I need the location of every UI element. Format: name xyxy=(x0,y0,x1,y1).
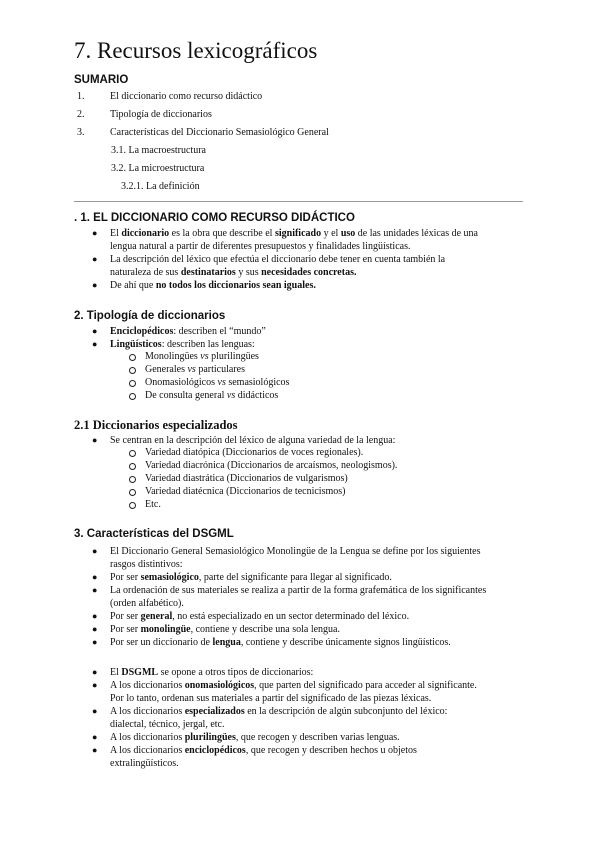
s1-b2-line2: naturaleza de sus destinatarios y sus necesidades concretas. xyxy=(110,267,357,278)
s1-b2-line1: La descripción del léxico que efectúa el diccionario debe tener en cuenta también la xyxy=(110,254,446,265)
bullet-dot: ● xyxy=(92,280,98,290)
bullet-dot: ● xyxy=(92,435,98,445)
sumario-item-1: El diccionario como recurso didáctico xyxy=(110,91,263,102)
bullet-dot: ● xyxy=(92,339,98,349)
section-1-heading: . 1. EL DICCIONARIO COMO RECURSO DIDÁCTICO xyxy=(74,212,355,224)
s2-b2: Lingüísticos: describen las lenguas: xyxy=(110,339,255,350)
bullet-dot: ● xyxy=(92,326,98,336)
s3-b5: Por ser monolingüe, contiene y describe una sola lengua. xyxy=(110,624,340,635)
sumario-item-3: Características del Diccionario Semasiológico General xyxy=(110,127,329,138)
s2-sub-1: Monolingües vs plurilingües xyxy=(145,351,259,362)
s3-b11-line2: extralingüísticos. xyxy=(110,758,179,769)
s2-b1: Enciclopédicos: describen el “mundo” xyxy=(110,326,266,337)
s21-sub-2: Variedad diacrónica (Diccionarios de arcaísmos, neologismos). xyxy=(145,460,398,471)
bullet-dot: ● xyxy=(92,637,98,647)
bullet-circle xyxy=(129,463,136,470)
bullet-dot: ● xyxy=(92,706,98,716)
s1-b3-line1: De ahí que no todos los diccionarios sean iguales. xyxy=(110,280,316,291)
s3-b10: A los diccionarios plurilingües, que recogen y describen varias lenguas. xyxy=(110,732,400,743)
s3-b3-line2: (orden alfabético). xyxy=(110,598,184,609)
bullet-dot: ● xyxy=(92,680,98,690)
sumario-sub-3-2-1: 3.2.1. La definición xyxy=(121,181,200,192)
sumario-sub-3-2: 3.2. La microestructura xyxy=(111,163,205,174)
bullet-dot: ● xyxy=(92,624,98,634)
s3-b11-line1: A los diccionarios enciclopédicos, que recogen y describen hechos u objetos xyxy=(110,745,417,756)
s21-b1: Se centran en la descripción del léxico de alguna variedad de la lengua: xyxy=(110,435,396,446)
s3-b8-line2: Por lo tanto, ordenan sus materiales a partir del significado de las piezas léxicas. xyxy=(110,693,432,704)
bullet-circle xyxy=(129,502,136,509)
bullet-dot: ● xyxy=(92,546,98,556)
bullet-circle xyxy=(129,367,136,374)
sumario-num-2: 2. xyxy=(77,109,85,120)
s3-b1-line1: El Diccionario General Semasiológico Monolingüe de la Lengua se define por los siguientes xyxy=(110,546,481,557)
sumario-item-2: Tipología de diccionarios xyxy=(110,109,212,120)
bullet-circle xyxy=(129,450,136,457)
s3-b9-line1: A los diccionarios especializados en la descripción de algún subconjunto del léxico: xyxy=(110,706,448,717)
s3-b6: Por ser un diccionario de lengua, contiene y describe únicamente signos lingüísticos. xyxy=(110,637,451,648)
section-2-heading: 2. Tipología de diccionarios xyxy=(74,310,226,322)
bullet-circle xyxy=(129,489,136,496)
bullet-dot: ● xyxy=(92,611,98,621)
s1-b1-line1: El diccionario es la obra que describe el significado y el uso de las unidades léxicas de una xyxy=(110,228,478,239)
sumario-sub-3-1: 3.1. La macroestructura xyxy=(111,145,206,156)
bullet-dot: ● xyxy=(92,228,98,238)
sumario-num-3: 3. xyxy=(77,127,85,138)
s2-sub-3: Onomasiológicos vs semasiológicos xyxy=(145,377,290,388)
bullet-dot: ● xyxy=(92,745,98,755)
section-divider xyxy=(74,201,523,202)
s21-sub-4: Variedad diatécnica (Diccionarios de tecnicismos) xyxy=(145,486,346,497)
s3-b8-line1: A los diccionarios onomasiológicos, que parten del significado para acceder al significante. xyxy=(110,680,477,691)
s3-b7: El DSGML se opone a otros tipos de diccionarios: xyxy=(110,667,314,678)
s3-b2: Por ser semasiológico, parte del significante para llegar al significado. xyxy=(110,572,392,583)
s2-sub-4: De consulta general vs didácticos xyxy=(145,390,279,401)
s21-sub-3: Variedad diastrática (Diccionarios de vulgarismos) xyxy=(145,473,348,484)
bullet-dot: ● xyxy=(92,585,98,595)
s3-b9-line2: dialectal, técnico, jergal, etc. xyxy=(110,719,225,730)
section-2-1-heading: 2.1 Diccionarios especializados xyxy=(74,418,238,432)
bullet-dot: ● xyxy=(92,732,98,742)
bullet-circle xyxy=(129,380,136,387)
bullet-dot: ● xyxy=(92,572,98,582)
s3-b4: Por ser general, no está especializado en un sector determinado del léxico. xyxy=(110,611,410,622)
s2-sub-2: Generales vs particulares xyxy=(145,364,245,375)
bullet-dot: ● xyxy=(92,254,98,264)
s1-b1-line2: lengua natural a partir de diferentes presupuestos y finalidades lingüísticas. xyxy=(110,241,411,252)
s21-sub-1: Variedad diatópica (Diccionarios de voces regionales). xyxy=(145,447,364,458)
s3-b3-line1: La ordenación de sus materiales se realiza a partir de la forma grafemática de los significantes xyxy=(110,585,487,596)
bullet-circle xyxy=(129,354,136,361)
sumario-heading: SUMARIO xyxy=(74,74,129,86)
sumario-num-1: 1. xyxy=(77,91,85,102)
bullet-circle xyxy=(129,393,136,400)
s21-sub-5: Etc. xyxy=(145,499,161,510)
section-3-heading: 3. Características del DSGML xyxy=(74,528,234,540)
s3-b1-line2: rasgos distintivos: xyxy=(110,559,183,570)
bullet-circle xyxy=(129,476,136,483)
bullet-dot: ● xyxy=(92,667,98,677)
page-title: 7. Recursos lexicográficos xyxy=(74,38,318,63)
